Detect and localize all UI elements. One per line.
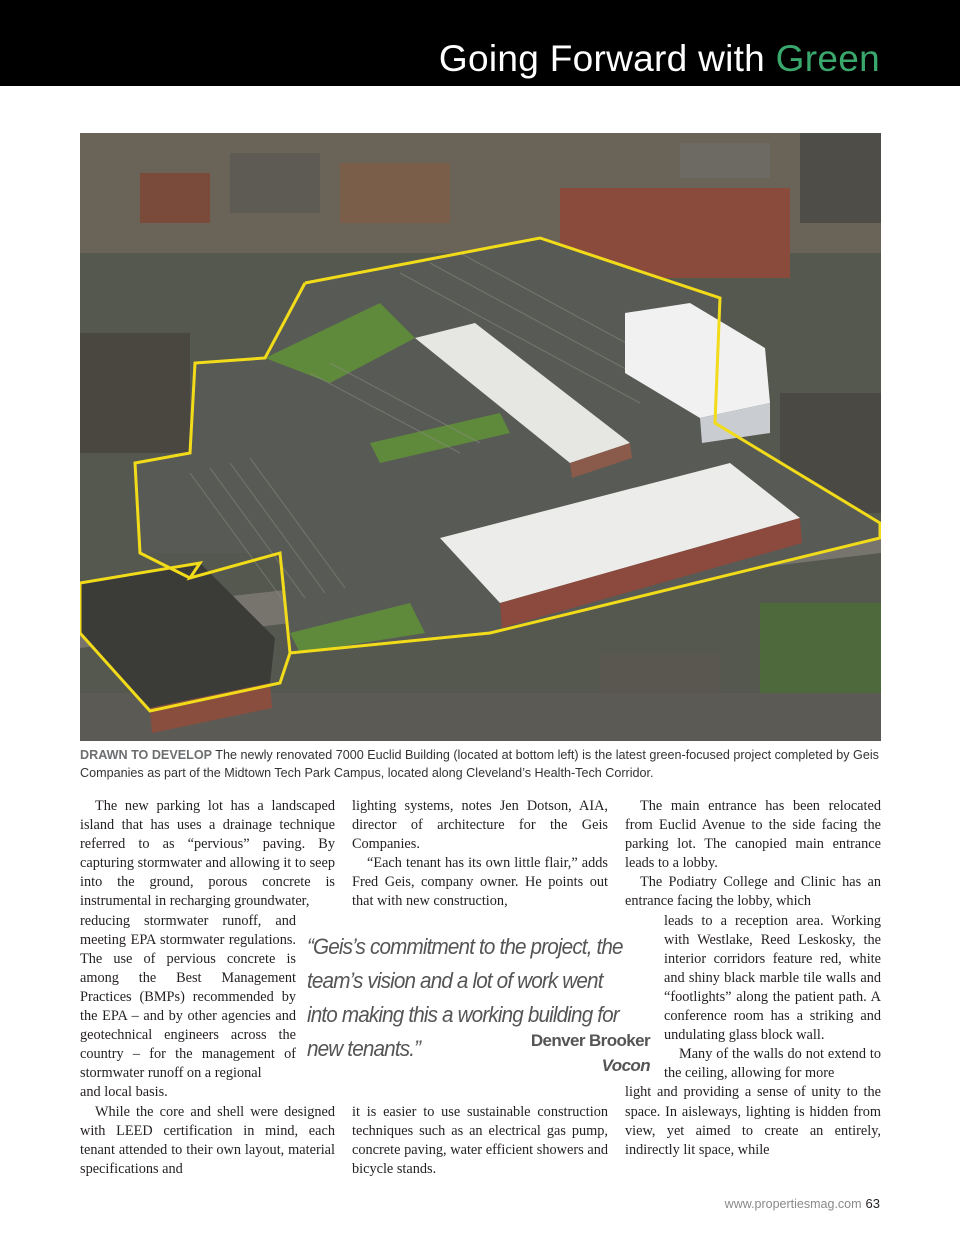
photo-caption [80,746,882,782]
body-paragraph-wrap: leads to a reception area. Working with Westlake, Reed Leskosky, the interior corridors feature red, white and shiny black marble tile walls and “footlights” along the patient path. A conference room has a striking and undulating glass block wall. [664,912,881,1044]
caption-text: The newly renovated 7000 Euclid Building (located at bottom left) is the latest green-focused project completed by Geis Companies as part of the Midtown Tech Park Campus, located along Cleveland’s Health-Tech Corridor. [80,748,879,780]
page-header [0,0,960,86]
body-paragraph: The new parking lot has a landscaped island that has uses a drainage technique referred to as “pervious” paving. By capturing stormwater and allowing it to seep into the ground, porous concrete is instrumental in recharging groundwater, [80,798,335,910]
section-title-main: Going Forward with [438,38,776,79]
body-paragraph: The main entrance has been relocated from Euclid Avenue to the side facing the parking lot. The canopied main entrance leads to a lobby. [625,798,881,872]
body-paragraph-end: and local basis. [80,1084,168,1101]
page-footer [725,1196,880,1211]
body-paragraph: it is easier to use sustainable construction techniques such as an electrical gas pump, concrete paving, water efficient showers and bicycle stands. [352,1104,608,1178]
body-paragraph: Many of the walls do not extend to the ceiling, allowing for more [664,1046,881,1082]
body-paragraph: lighting systems, notes Jen Dotson, AIA, director of architecture for the Geis Companies. [352,798,608,853]
body-column-2-bottom [352,1103,608,1179]
body-paragraph: The Podiatry College and Clinic has an entrance facing the lobby, which [625,874,881,910]
body-column-3 [625,797,881,1160]
body-paragraph-wrap: light and providing a sense of unity to the space. In aisleways, lighting is hidden from view, yet aimed to create an entirely, indirectly lit space, while [625,1084,881,1158]
page-number: 63 [865,1196,880,1211]
body-paragraph: While the core and shell were designed with LEED certification in mind, each tenant attended to their own layout, material specifications and [80,1103,335,1177]
body-paragraph: “Each tenant has its own little flair,” adds Fred Geis, company owner. He points out that with new construction, [352,855,608,910]
body-paragraph-wrap: reducing stormwater runoff, and meeting EPA stormwater regulations. The use of pervious concrete is among the Best Management Practices (BMPs) recommended by the EPA – and by other agencies and geotechnical engineers across the country – for the management of stormwater runoff on a regional [80,912,296,1082]
body-column-1 [80,797,335,1179]
body-column-2-top [352,797,608,912]
pull-quote-org: Vocon [601,1056,650,1075]
section-title [439,38,880,80]
aerial-photo [80,133,881,741]
caption-lead: DRAWN TO DEVELOP [80,748,213,762]
pull-quote: “Geis’s commitment to the project, the team’s vision and a lot of work went into making this a working building for new tenants.” [307,934,623,1061]
footer-url: www.propertiesmag.com [724,1197,862,1211]
pull-quote-name: Denver Brooker [530,1031,650,1050]
section-title-accent: Green [775,38,880,79]
